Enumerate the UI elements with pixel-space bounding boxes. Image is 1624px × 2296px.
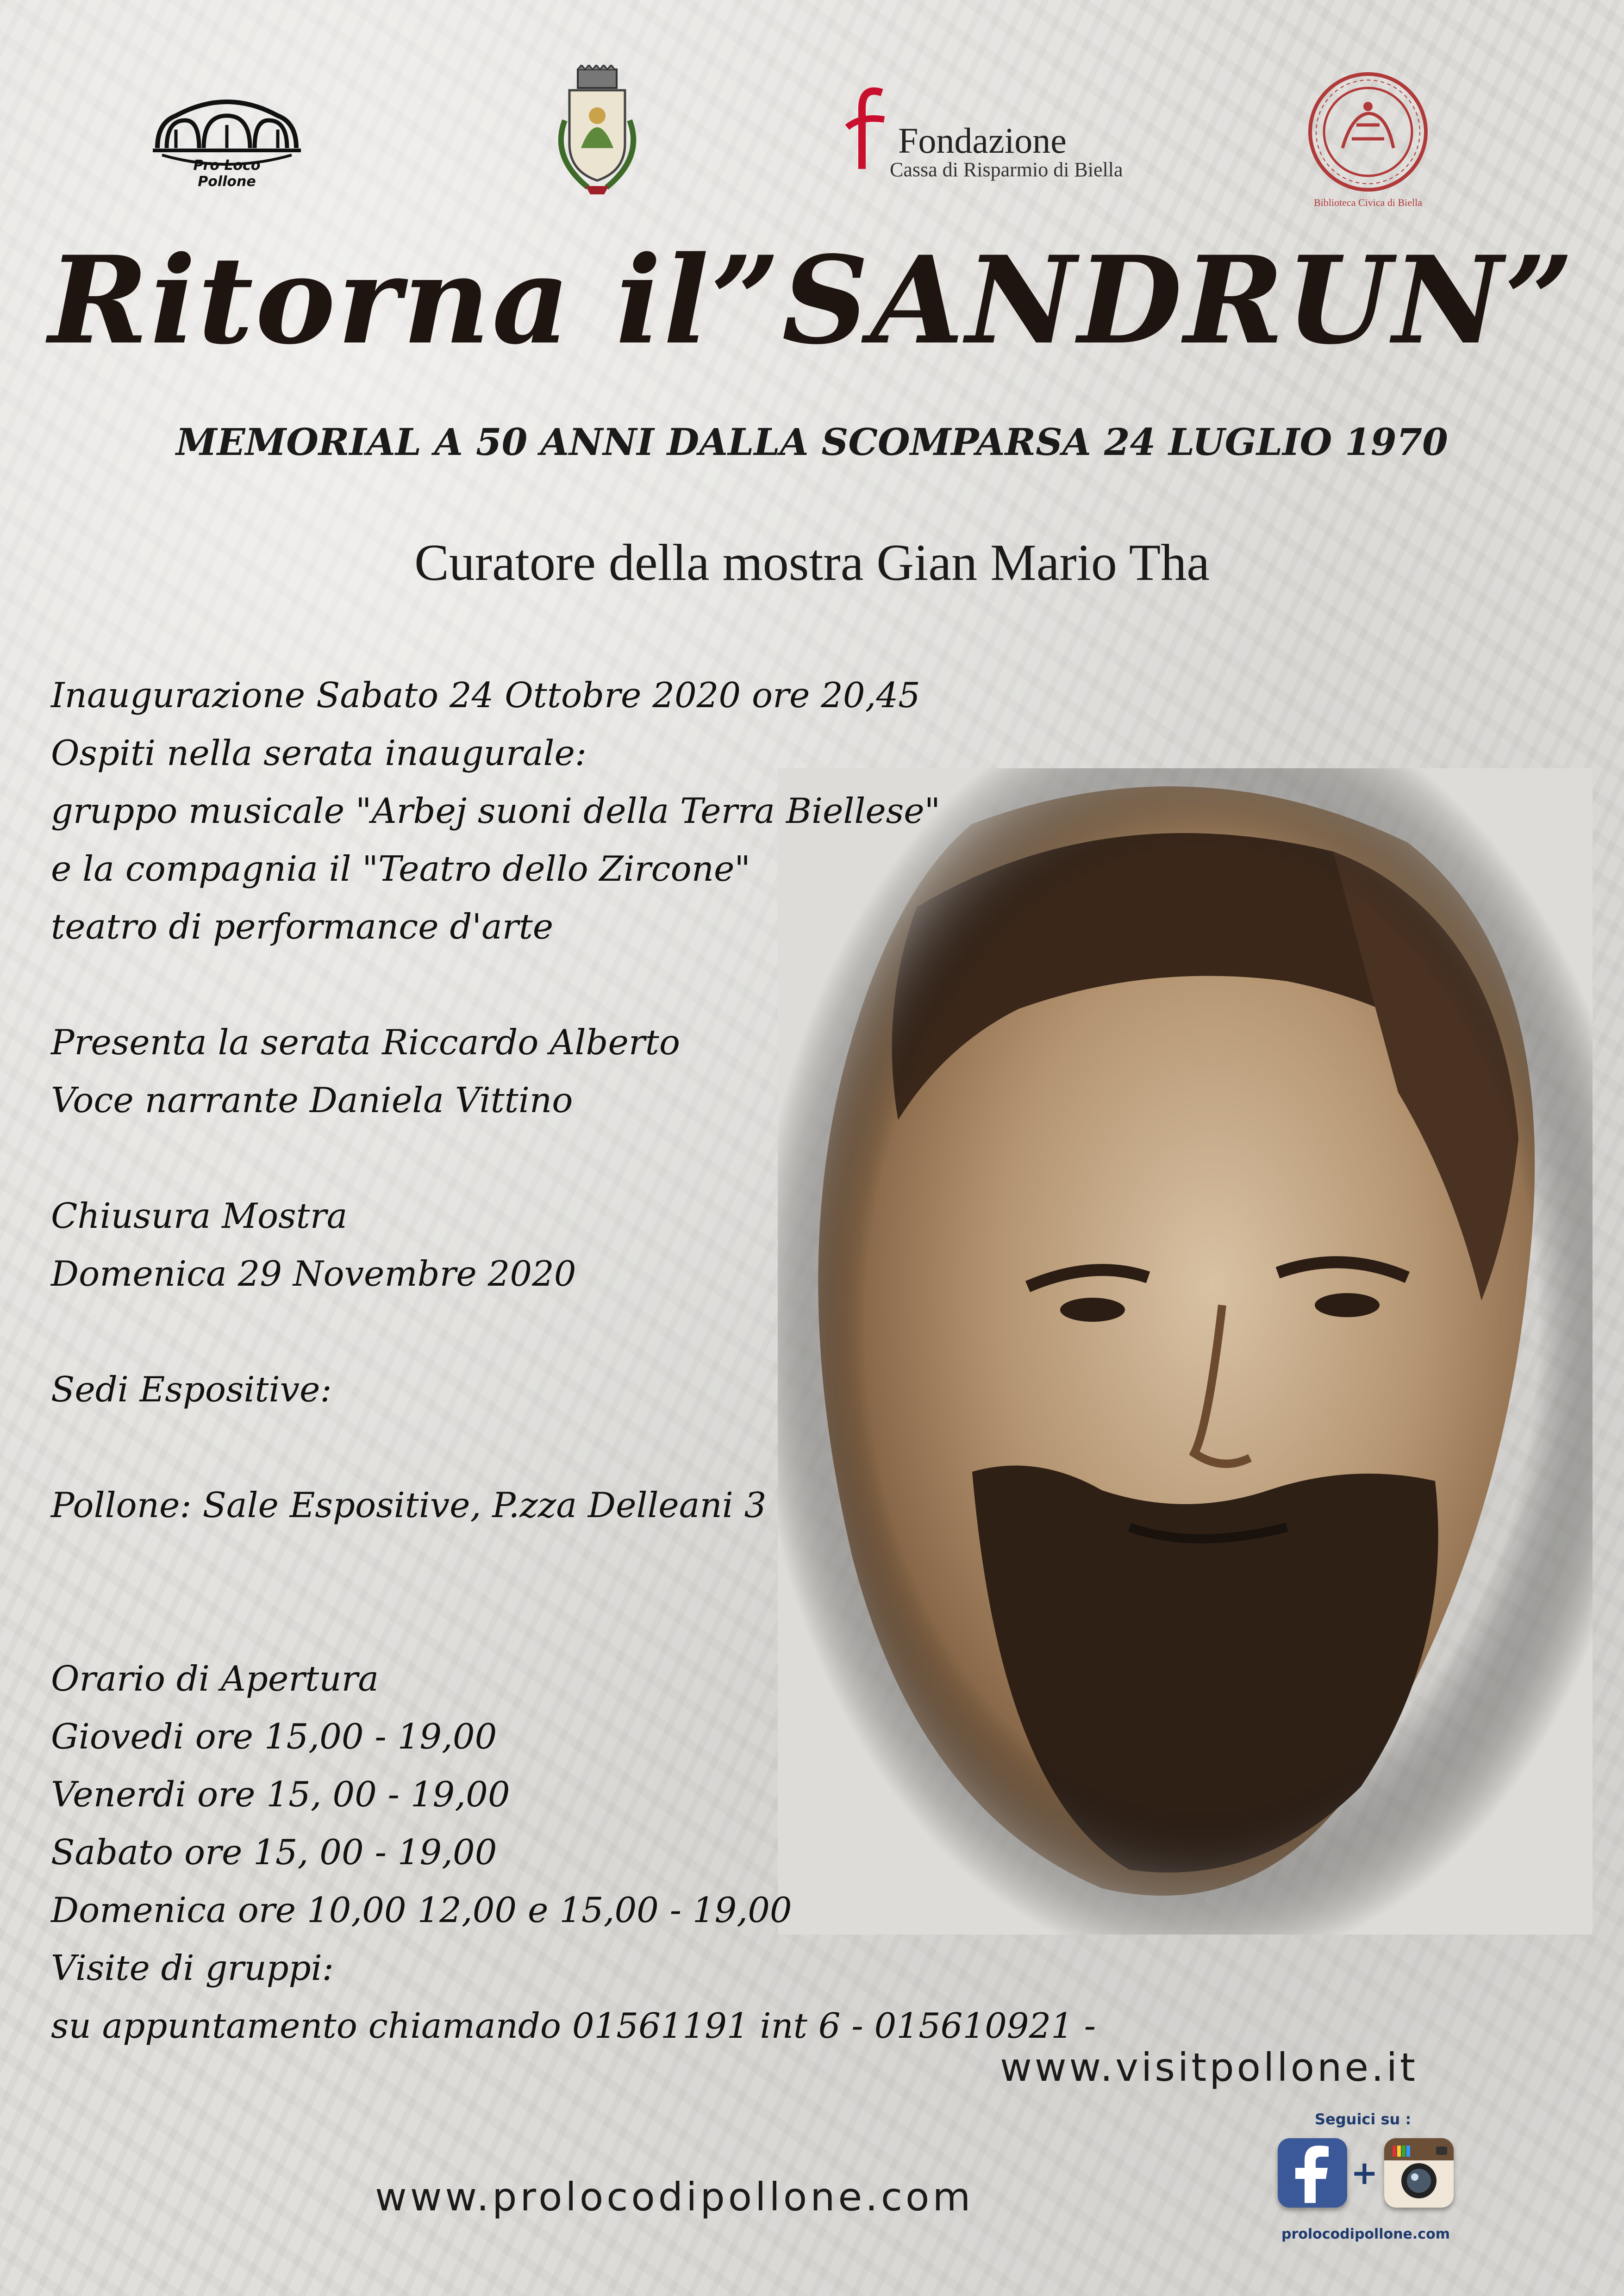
guest-performance: teatro di performance d'arte: [51, 906, 554, 947]
fondazione-name: Fondazione: [898, 120, 1067, 161]
biblioteca-caption: Biblioteca Civica di Biella: [1314, 197, 1422, 208]
fondazione-subtitle: Cassa di Risparmio di Biella: [890, 158, 1123, 181]
hours-friday: Venerdi ore 15, 00 - 19,00: [51, 1774, 510, 1815]
groups-info: su appuntamento chiamando 01561191 int 6 - 015610921 -: [51, 2005, 1096, 2046]
fondazione-logo: [843, 83, 1139, 190]
venue-line: Pollone: Sale Espositive, P.zza Delleani 3: [51, 1485, 767, 1525]
poster-subtitle: MEMORIAL A 50 ANNI DALLA SCOMPARSA 24 LUGLIO 1970: [176, 420, 1448, 464]
hours-saturday: Sabato ore 15, 00 - 19,00: [51, 1832, 497, 1873]
hours-thursday: Giovedi ore 15,00 - 19,00: [51, 1716, 497, 1757]
proloco-line1: Pro Loco: [193, 157, 261, 174]
coat-of-arms-icon: [537, 65, 657, 199]
fondazione-f-icon: [843, 83, 893, 171]
biblioteca-logo: [1292, 69, 1444, 213]
sandrun-portrait: [778, 768, 1593, 1935]
hours-sunday: Domenica ore 10,00 12,00 e 15,00 - 19,00: [51, 1890, 792, 1930]
closing-label: Chiusura Mostra: [51, 1195, 348, 1236]
inauguration-line: Inaugurazione Sabato 24 Ottobre 2020 ore 20,45: [51, 675, 920, 716]
social-handle: prolocodipollone.com: [1281, 2226, 1450, 2242]
guest-theatre-company: e la compagnia il "Teatro dello Zircone": [51, 848, 750, 889]
seal-icon: [1292, 69, 1444, 194]
guests-label: Ospiti nella serata inaugurale:: [51, 733, 587, 773]
comune-coat-of-arms: [537, 65, 657, 199]
narrator-line: Voce narrante Daniela Vittino: [51, 1080, 573, 1120]
social-block: [1259, 2110, 1472, 2263]
visitpollone-link[interactable]: www.visitpollone.it: [1000, 2045, 1418, 2090]
instagram-icon[interactable]: [1384, 2138, 1454, 2208]
proloco-line2: Pollone: [198, 174, 256, 190]
hours-label: Orario di Apertura: [51, 1658, 379, 1699]
facebook-icon[interactable]: [1278, 2138, 1347, 2208]
venues-label: Sedi Espositive:: [51, 1369, 332, 1410]
poster-title: Ritorna il”SANDRUN”: [48, 230, 1576, 371]
guest-music-group: gruppo musicale "Arbej suoni della Terra Biellese": [51, 790, 941, 831]
presenter-line: Presenta la serata Riccardo Alberto: [51, 1022, 680, 1063]
proloco-logo: [148, 79, 306, 194]
proloco-website-link[interactable]: www.prolocodipollone.com: [375, 2174, 974, 2220]
groups-label: Visite di gruppi:: [51, 1948, 334, 1988]
curator-line: Curatore della mostra Gian Mario Tha: [414, 534, 1210, 591]
follow-label: Seguici su :: [1315, 2110, 1412, 2128]
closing-date: Domenica 29 Novembre 2020: [51, 1253, 576, 1294]
plus-sign: +: [1351, 2154, 1378, 2192]
